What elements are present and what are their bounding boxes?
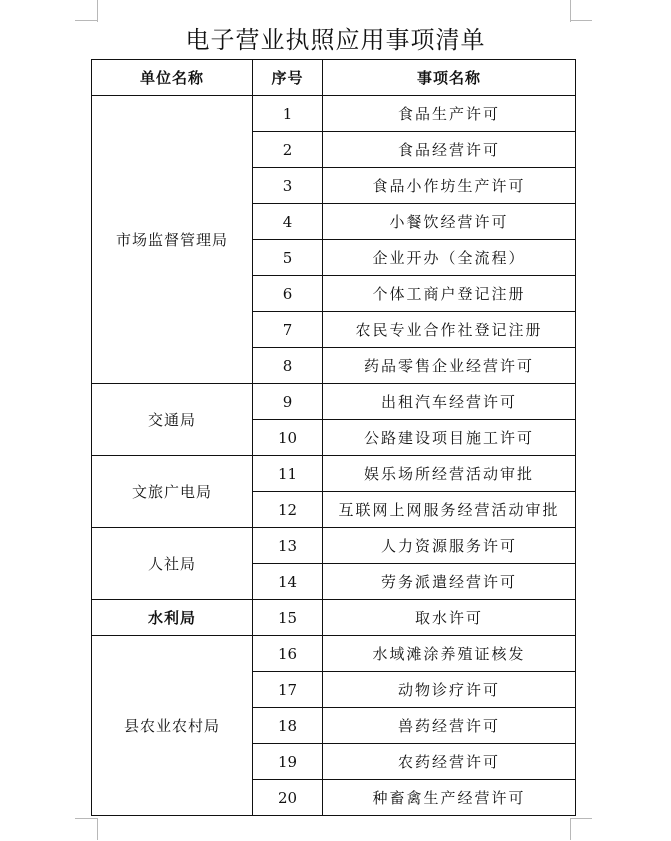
unit-name-cell: 交通局 <box>92 384 253 456</box>
table-row <box>92 636 576 672</box>
crop-mark-bottom-left-v <box>97 818 98 840</box>
crop-mark-bottom-right-h <box>570 818 592 819</box>
unit-name-cell: 文旅广电局 <box>92 456 253 528</box>
item-name-cell: 公路建设项目施工许可 <box>323 420 576 456</box>
crop-mark-top-left-v <box>97 0 98 22</box>
sequence-cell: 6 <box>253 276 323 312</box>
sequence-cell: 5 <box>253 240 323 276</box>
sequence-cell: 16 <box>253 636 323 672</box>
item-name-cell: 农药经营许可 <box>323 744 576 780</box>
unit-name-cell: 县农业农村局 <box>92 636 253 816</box>
item-name-cell: 企业开办（全流程） <box>323 240 576 276</box>
item-name-cell: 小餐饮经营许可 <box>323 204 576 240</box>
header-seq: 序号 <box>253 60 323 96</box>
item-name-cell: 种畜禽生产经营许可 <box>323 780 576 816</box>
sequence-cell: 3 <box>253 168 323 204</box>
items-table <box>91 59 576 816</box>
item-name-cell: 互联网上网服务经营活动审批 <box>323 492 576 528</box>
item-name-cell: 食品小作坊生产许可 <box>323 168 576 204</box>
table-row <box>92 456 576 492</box>
sequence-cell: 1 <box>253 96 323 132</box>
item-name-cell: 人力资源服务许可 <box>323 528 576 564</box>
header-unit: 单位名称 <box>92 60 253 96</box>
sequence-cell: 17 <box>253 672 323 708</box>
item-name-cell: 娱乐场所经营活动审批 <box>323 456 576 492</box>
table-row <box>92 96 576 132</box>
item-name-cell: 食品生产许可 <box>323 96 576 132</box>
item-name-cell: 动物诊疗许可 <box>323 672 576 708</box>
sequence-cell: 11 <box>253 456 323 492</box>
sequence-cell: 10 <box>253 420 323 456</box>
document-title: 电子营业执照应用事项清单 <box>185 26 486 54</box>
crop-mark-top-right-v <box>570 0 571 22</box>
item-name-cell: 农民专业合作社登记注册 <box>323 312 576 348</box>
sequence-cell: 2 <box>253 132 323 168</box>
table-header-row <box>92 60 576 96</box>
sequence-cell: 8 <box>253 348 323 384</box>
table-row <box>92 600 576 636</box>
sequence-cell: 18 <box>253 708 323 744</box>
sequence-cell: 20 <box>253 780 323 816</box>
sequence-cell: 12 <box>253 492 323 528</box>
sequence-cell: 13 <box>253 528 323 564</box>
sequence-cell: 14 <box>253 564 323 600</box>
unit-name-cell: 水利局 <box>92 600 253 636</box>
header-item: 事项名称 <box>323 60 576 96</box>
item-name-cell: 个体工商户登记注册 <box>323 276 576 312</box>
sequence-cell: 15 <box>253 600 323 636</box>
item-name-cell: 取水许可 <box>323 600 576 636</box>
crop-mark-bottom-right-v <box>570 818 571 840</box>
crop-mark-top-left-h <box>75 20 97 21</box>
sequence-cell: 7 <box>253 312 323 348</box>
item-name-cell: 药品零售企业经营许可 <box>323 348 576 384</box>
item-name-cell: 食品经营许可 <box>323 132 576 168</box>
item-name-cell: 兽药经营许可 <box>323 708 576 744</box>
items-table-body <box>92 96 576 816</box>
unit-name-cell: 人社局 <box>92 528 253 600</box>
sequence-cell: 19 <box>253 744 323 780</box>
item-name-cell: 劳务派遣经营许可 <box>323 564 576 600</box>
item-name-cell: 出租汽车经营许可 <box>323 384 576 420</box>
crop-mark-bottom-left-h <box>75 818 97 819</box>
sequence-cell: 4 <box>253 204 323 240</box>
sequence-cell: 9 <box>253 384 323 420</box>
unit-name-cell: 市场监督管理局 <box>92 96 253 384</box>
item-name-cell: 水域滩涂养殖证核发 <box>323 636 576 672</box>
table-row <box>92 528 576 564</box>
table-row <box>92 384 576 420</box>
crop-mark-top-right-h <box>570 20 592 21</box>
